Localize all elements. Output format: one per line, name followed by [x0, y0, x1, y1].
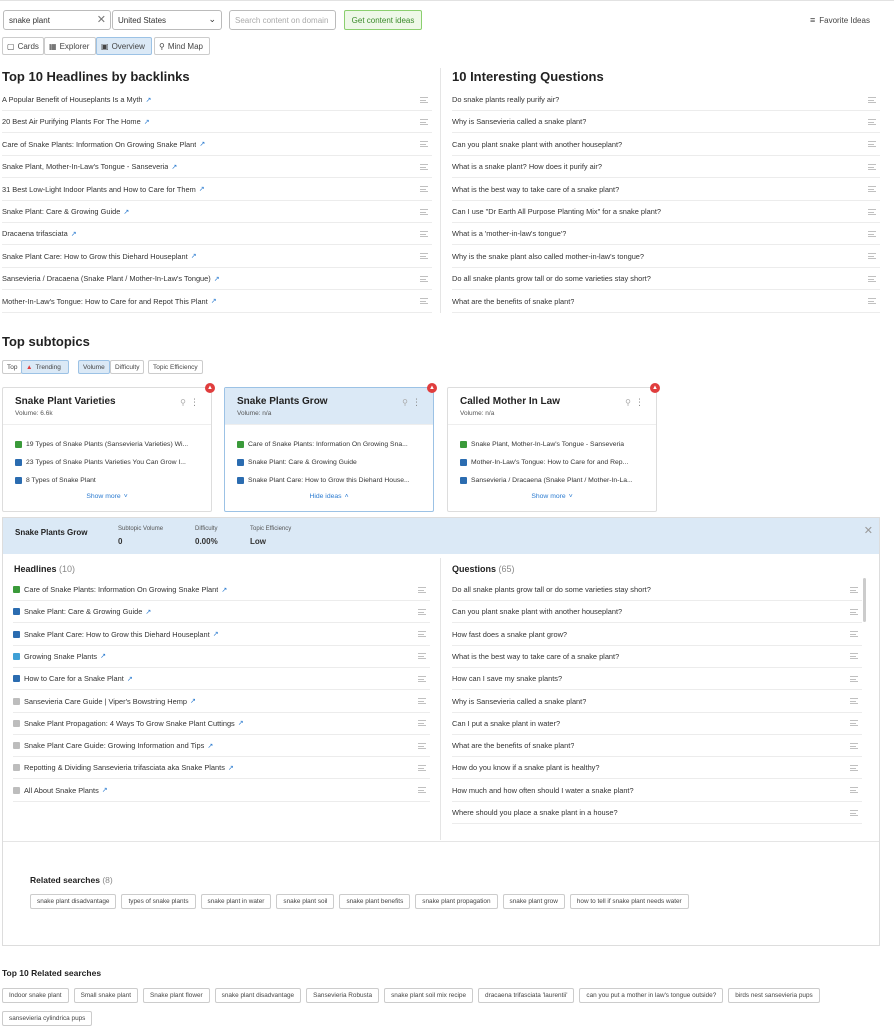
- subtopic-card[interactable]: [224, 387, 434, 512]
- detail-question-row-text: Where should you place a snake plant in a house?: [452, 808, 618, 817]
- more-options-icon[interactable]: ⋮: [190, 397, 199, 407]
- rank-icon: [460, 477, 467, 484]
- top-related-tag[interactable]: Indoor snake plant: [2, 988, 69, 1003]
- external-link-icon[interactable]: ↗: [145, 96, 152, 104]
- external-link-icon[interactable]: ↗: [199, 141, 206, 149]
- detail-headlines-heading: [14, 564, 75, 574]
- headline-row[interactable]: [2, 179, 432, 201]
- detail-question-row-text: How do you know if a snake plant is healthy?: [452, 763, 600, 773]
- top-related-tag[interactable]: snake plant soil mix recipe: [384, 988, 473, 1003]
- detail-headline-row-text: Snake Plant: Care & Growing Guide: [24, 607, 143, 617]
- add-to-list-icon[interactable]: [868, 253, 876, 259]
- question-row-text: Do all snake plants grow tall or do some varieties stay short?: [452, 274, 651, 284]
- related-search-tag[interactable]: snake plant soil: [276, 894, 334, 909]
- top-related-tag[interactable]: sansevieria cylindrica pups: [2, 1011, 92, 1026]
- search-icon[interactable]: ⚲: [402, 398, 408, 407]
- headline-row-text: 31 Best Low-Light Indoor Plants and How to Care for Them: [2, 184, 196, 194]
- add-to-list-icon[interactable]: [868, 186, 876, 192]
- detail-header: [3, 518, 879, 554]
- add-to-list-icon[interactable]: [418, 587, 426, 593]
- headline-row-text: Snake Plant, Mother-In-Law's Tongue - Sanseveria: [2, 162, 169, 172]
- add-to-list-icon[interactable]: [420, 119, 428, 125]
- external-link-icon[interactable]: ↗: [237, 720, 244, 728]
- detail-headlines-title: Headlines: [14, 564, 57, 574]
- related-count: (8): [102, 875, 113, 885]
- card-idea-text: Sansevieria / Dracaena (Snake Plant / Mother-In-La...: [471, 476, 633, 484]
- rank-icon: [237, 459, 244, 466]
- detail-name: Snake Plants Grow: [15, 528, 88, 537]
- question-row-text: Can I use "Dr Earth All Purpose Planting Mix" for a snake plant?: [452, 207, 662, 216]
- rank-icon: [13, 631, 20, 638]
- headline-row[interactable]: [2, 201, 432, 223]
- domain-placeholder: Search content on domain: [235, 15, 329, 25]
- detail-headline-row-text: All About Snake Plants: [24, 785, 99, 795]
- related-search-tag[interactable]: snake plant propagation: [415, 894, 497, 909]
- question-row[interactable]: [452, 268, 880, 290]
- detail-headline-row[interactable]: [13, 691, 430, 713]
- external-link-icon[interactable]: ↗: [198, 186, 205, 194]
- list-icon: ≡: [810, 15, 816, 25]
- external-link-icon[interactable]: ↗: [190, 698, 196, 705]
- detail-headline-row[interactable]: [13, 624, 430, 646]
- detail-questions-heading: [452, 564, 515, 574]
- rank-icon: [15, 477, 22, 484]
- add-to-list-icon[interactable]: [420, 231, 428, 237]
- add-to-list-icon[interactable]: [850, 676, 858, 682]
- headline-row-text: Sansevieria / Dracaena (Snake Plant / Mother-In-Law's Tongue): [2, 274, 211, 284]
- detail-question-row-text: How can I save my snake plants?: [452, 674, 563, 684]
- external-link-icon[interactable]: ↗: [143, 118, 150, 126]
- external-link-icon[interactable]: ↗: [145, 608, 152, 616]
- chevron-up-icon: ˄: [344, 493, 349, 500]
- card-idea-text: Care of Snake Plants: Information On Growing Sna...: [248, 440, 408, 448]
- detail-headline-row-text: Snake Plant Care: How to Grow this Diehard Houseplant: [24, 629, 210, 639]
- detail-headline-row[interactable]: [13, 735, 430, 757]
- card-idea-text: 8 Types of Snake Plant: [26, 476, 96, 484]
- cards-icon: ▢: [7, 41, 15, 51]
- detail-question-row-text: How much and how often should I water a snake plant?: [452, 785, 634, 795]
- top-related-tag[interactable]: Snake plant flower: [143, 988, 210, 1003]
- detail-question-row[interactable]: [452, 802, 862, 824]
- add-to-list-icon[interactable]: [850, 743, 858, 749]
- trending-badge-icon: ▲: [427, 383, 437, 393]
- detail-headline-row-text: How to Care for a Snake Plant: [24, 674, 124, 684]
- detail-question-row[interactable]: [452, 691, 862, 713]
- more-options-icon[interactable]: ⋮: [635, 397, 644, 407]
- question-row-text: What is a 'mother-in-law's tongue'?: [452, 229, 567, 239]
- filter-trending-label: Trending: [35, 363, 61, 371]
- question-row-text: What is the best way to take care of a snake plant?: [452, 184, 620, 194]
- external-link-icon[interactable]: ↗: [100, 653, 106, 661]
- card-items: [3, 435, 211, 489]
- headline-row-text: Mother-In-Law's Tongue: How to Care for and Repot This Plant: [2, 296, 208, 306]
- detail-headline-row-text: Sansevieria Care Guide | Viper's Bowstring Hemp: [24, 696, 187, 706]
- search-icon[interactable]: ⚲: [180, 398, 186, 407]
- detail-question-row-text: How fast does a snake plant grow?: [452, 629, 568, 639]
- clear-icon[interactable]: ✕: [96, 14, 106, 26]
- detail-questions-count: (65): [498, 564, 515, 574]
- add-to-list-icon[interactable]: [420, 276, 428, 282]
- card-idea-item[interactable]: [3, 453, 211, 471]
- external-link-icon[interactable]: ↗: [190, 253, 197, 261]
- subtopic-card[interactable]: [447, 387, 657, 512]
- domain-search-input[interactable]: [229, 10, 336, 30]
- question-row-text: What is a snake plant? How does it purify air?: [452, 162, 602, 172]
- external-link-icon[interactable]: ↗: [213, 275, 220, 283]
- detail-question-row[interactable]: [452, 646, 862, 668]
- sort-difficulty-button[interactable]: Difficulty: [110, 360, 144, 374]
- rank-icon: [13, 653, 20, 660]
- card-title[interactable]: Called Mother In Law: [460, 396, 561, 407]
- card-toggle-link[interactable]: [225, 493, 433, 500]
- chevron-down-icon: ˅: [568, 493, 573, 500]
- add-to-list-icon[interactable]: [868, 97, 876, 103]
- detail-divider: [440, 558, 441, 840]
- view-overview-label: Overview: [111, 41, 145, 51]
- search-value: snake plant: [9, 15, 50, 25]
- rank-icon: [15, 459, 22, 466]
- detail-question-row[interactable]: [452, 757, 862, 779]
- add-to-list-icon[interactable]: [418, 765, 426, 771]
- headlines-title: Top 10 Headlines by backlinks: [2, 69, 190, 84]
- view-cards-button[interactable]: [2, 37, 44, 55]
- add-to-list-icon[interactable]: [420, 209, 428, 215]
- detail-questions-title: Questions: [452, 564, 497, 574]
- rank-icon: [460, 459, 467, 466]
- detail-question-row-text: Can you plant snake plant with another houseplant?: [452, 607, 623, 617]
- mindmap-icon: ⚲: [159, 41, 165, 51]
- fire-icon: ▲: [26, 363, 33, 371]
- headline-row[interactable]: [2, 291, 432, 313]
- close-icon[interactable]: ✕: [863, 525, 873, 537]
- detail-efficiency-value: Low: [250, 537, 266, 546]
- detail-headline-row[interactable]: [13, 757, 430, 779]
- headline-row[interactable]: [2, 111, 432, 133]
- rank-icon: [13, 586, 20, 593]
- external-link-icon[interactable]: ↗: [123, 208, 130, 216]
- rank-icon: [13, 720, 20, 727]
- card-idea-item[interactable]: [225, 435, 433, 453]
- detail-headline-row-text: Repotting & Dividing Sansevieria trifasciata aka Snake Plants: [24, 763, 225, 773]
- detail-question-row[interactable]: [452, 668, 862, 690]
- related-search-tag[interactable]: snake plant benefits: [339, 894, 410, 909]
- detail-question-row-text: What is the best way to take care of a snake plant?: [452, 651, 620, 661]
- country-value: United States: [118, 15, 167, 25]
- detail-headline-row[interactable]: [13, 646, 430, 668]
- question-row[interactable]: [452, 179, 880, 201]
- question-row-text: Why is the snake plant also called mother-in-law's tongue?: [452, 251, 645, 261]
- detail-efficiency-label: Topic Efficiency: [250, 526, 292, 532]
- filter-top-button[interactable]: Top: [2, 360, 22, 374]
- chevron-down-icon: ⌄: [208, 14, 216, 24]
- add-to-list-icon[interactable]: [850, 631, 858, 637]
- question-row[interactable]: [452, 89, 880, 111]
- add-to-list-icon[interactable]: [868, 276, 876, 282]
- headline-row[interactable]: [2, 268, 432, 290]
- top-related-tag[interactable]: can you put a mother in law's tongue outside?: [579, 988, 723, 1003]
- detail-question-row-text: Can I put a snake plant in water?: [452, 718, 561, 728]
- question-row[interactable]: [452, 291, 880, 313]
- subtopic-card[interactable]: [2, 387, 212, 512]
- related-tags: [30, 890, 790, 913]
- add-to-list-icon[interactable]: [420, 164, 428, 170]
- add-to-list-icon[interactable]: [418, 631, 426, 637]
- add-to-list-icon[interactable]: [868, 209, 876, 215]
- external-link-icon[interactable]: ↗: [212, 631, 219, 639]
- card-toggle-label: Show more: [86, 493, 121, 500]
- question-row[interactable]: [452, 201, 880, 223]
- card-items: [225, 435, 433, 489]
- trending-badge-icon: ▲: [650, 383, 660, 393]
- sort-volume-button[interactable]: Volume: [78, 360, 110, 374]
- question-row[interactable]: [452, 246, 880, 268]
- trending-badge-icon: ▲: [205, 383, 215, 393]
- overview-icon: ▣: [101, 41, 109, 51]
- card-idea-item[interactable]: [448, 453, 656, 471]
- detail-question-row[interactable]: [452, 601, 862, 623]
- related-search-tag[interactable]: snake plant disadvantage: [30, 894, 116, 909]
- detail-question-row-text: Why is Sansevieria called a snake plant?: [452, 696, 587, 706]
- related-title: Related searches: [30, 875, 100, 885]
- add-to-list-icon[interactable]: [418, 743, 426, 749]
- external-link-icon[interactable]: ↗: [101, 787, 108, 795]
- favorite-ideas-label: Favorite Ideas: [819, 15, 870, 25]
- top-related-tag[interactable]: Small snake plant: [74, 988, 138, 1003]
- table-icon: ▦: [49, 41, 57, 51]
- detail-headline-row[interactable]: [13, 780, 430, 802]
- add-to-list-icon[interactable]: [418, 653, 426, 659]
- headline-row-text: Dracaena trifasciata: [2, 229, 68, 239]
- detail-volume-label: Subtopic Volume: [118, 526, 164, 532]
- card-volume: Volume: n/a: [237, 410, 272, 417]
- top-related-tag[interactable]: dracaena trifasciata 'laurentii': [478, 988, 574, 1003]
- add-to-list-icon[interactable]: [850, 609, 858, 615]
- detail-headlines-count: (10): [59, 564, 76, 574]
- related-search-tag[interactable]: types of snake plants: [121, 894, 195, 909]
- related-search-tag[interactable]: snake plant grow: [503, 894, 565, 909]
- related-search-tag[interactable]: snake plant in water: [201, 894, 272, 909]
- detail-difficulty-value: 0.00%: [195, 537, 218, 546]
- add-to-list-icon[interactable]: [868, 141, 876, 147]
- questions-scrollbar[interactable]: [863, 578, 866, 622]
- external-link-icon[interactable]: ↗: [207, 742, 214, 750]
- add-to-list-icon[interactable]: [868, 119, 876, 125]
- card-idea-text: Snake Plant, Mother-In-Law's Tongue - Sanseveria: [471, 440, 625, 448]
- detail-difficulty-label: Difficulty: [195, 526, 218, 532]
- detail-headline-row[interactable]: [13, 601, 430, 623]
- top-related-tag[interactable]: Sansevieria Robusta: [306, 988, 379, 1003]
- rank-icon: [13, 742, 20, 749]
- card-idea-text: 19 Types of Snake Plants (Sansevieria Varieties) Wi...: [26, 440, 189, 448]
- sort-efficiency-button[interactable]: Topic Efficiency: [148, 360, 203, 374]
- external-link-icon[interactable]: ↗: [126, 675, 133, 683]
- top-related-tag[interactable]: birds nest sansevieria pups: [728, 988, 819, 1003]
- add-to-list-icon[interactable]: [850, 720, 858, 726]
- question-row[interactable]: [452, 223, 880, 245]
- view-overview-button[interactable]: [96, 37, 152, 55]
- detail-bottom-divider: [3, 841, 879, 842]
- question-row[interactable]: [452, 111, 880, 133]
- add-to-list-icon[interactable]: [418, 609, 426, 615]
- detail-headline-row-text: Care of Snake Plants: Information On Growing Snake Plant: [24, 585, 219, 594]
- card-header: [448, 388, 656, 425]
- card-volume: Volume: n/a: [460, 410, 495, 417]
- subtopics-title: Top subtopics: [2, 334, 90, 349]
- headline-row[interactable]: [2, 223, 432, 245]
- detail-volume-value: 0: [118, 537, 123, 546]
- question-row[interactable]: [452, 156, 880, 178]
- card-toggle-label: Show more: [531, 493, 566, 500]
- add-to-list-icon[interactable]: [850, 787, 858, 793]
- question-row[interactable]: [452, 134, 880, 156]
- related-search-tag[interactable]: how to tell if snake plant needs water: [570, 894, 689, 909]
- external-link-icon[interactable]: ↗: [221, 586, 228, 594]
- rank-icon: [237, 441, 244, 448]
- rank-icon: [13, 675, 20, 682]
- add-to-list-icon[interactable]: [420, 97, 428, 103]
- add-to-list-icon[interactable]: [420, 186, 428, 192]
- detail-headline-row-text: Snake Plant Propagation: 4 Ways To Grow Snake Plant Cuttings: [24, 718, 235, 728]
- question-row-text: Can you plant snake plant with another houseplant?: [452, 139, 623, 149]
- card-toggle-link[interactable]: [3, 493, 211, 500]
- card-title[interactable]: Snake Plant Varieties: [15, 396, 116, 407]
- filter-trending-button[interactable]: [21, 360, 69, 374]
- headline-row-text: A Popular Benefit of Houseplants Is a Myth: [2, 95, 143, 104]
- headline-row[interactable]: [2, 89, 432, 111]
- top-related-title: Top 10 Related searches: [2, 968, 102, 978]
- more-options-icon[interactable]: ⋮: [412, 397, 421, 407]
- card-header: [225, 388, 433, 425]
- add-to-list-icon[interactable]: [418, 698, 426, 704]
- add-to-list-icon[interactable]: [420, 253, 428, 259]
- card-idea-item[interactable]: [225, 453, 433, 471]
- card-items: [448, 435, 656, 489]
- question-row-text: Why is Sansevieria called a snake plant?: [452, 117, 587, 127]
- chevron-down-icon: ˅: [123, 493, 128, 500]
- questions-title: 10 Interesting Questions: [452, 69, 604, 84]
- external-link-icon[interactable]: ↗: [210, 298, 217, 306]
- add-to-list-icon[interactable]: [850, 765, 858, 771]
- detail-headline-row-text: Growing Snake Plants: [24, 651, 98, 661]
- detail-question-row[interactable]: [452, 713, 862, 735]
- detail-question-row[interactable]: [452, 735, 862, 757]
- add-to-list-icon[interactable]: [868, 231, 876, 237]
- headline-row-text: Snake Plant Care: How to Grow this Diehard Houseplant: [2, 251, 188, 261]
- card-idea-text: Snake Plant: Care & Growing Guide: [248, 458, 357, 466]
- card-header: [3, 388, 211, 425]
- card-toggle-link[interactable]: [448, 493, 656, 500]
- question-row-text: Do snake plants really purify air?: [452, 95, 560, 104]
- card-idea-text: Snake Plant Care: How to Grow this Diehard House...: [248, 476, 410, 484]
- external-link-icon[interactable]: ↗: [70, 230, 77, 238]
- top-related-tags: [2, 984, 882, 1030]
- card-idea-item[interactable]: [225, 471, 433, 489]
- view-explorer-label: Explorer: [59, 41, 90, 51]
- add-to-list-icon[interactable]: [868, 164, 876, 170]
- rank-icon: [13, 608, 20, 615]
- add-to-list-icon[interactable]: [850, 653, 858, 659]
- country-select[interactable]: [112, 10, 222, 30]
- question-row-text: What are the benefits of snake plant?: [452, 296, 575, 306]
- card-idea-item[interactable]: [448, 435, 656, 453]
- rank-icon: [15, 441, 22, 448]
- card-toggle-label: Hide ideas: [309, 493, 342, 500]
- detail-headline-row-text: Snake Plant Care Guide: Growing Information and Tips: [24, 741, 205, 751]
- view-mindmap-label: Mind Map: [167, 41, 203, 51]
- headline-row[interactable]: [2, 246, 432, 268]
- get-content-ideas-button[interactable]: Get content ideas: [344, 10, 422, 30]
- headline-row[interactable]: [2, 134, 432, 156]
- detail-question-row[interactable]: [452, 780, 862, 802]
- headline-row-text: Care of Snake Plants: Information On Growing Snake Plant: [2, 139, 197, 149]
- add-to-list-icon[interactable]: [420, 298, 428, 304]
- view-cards-label: Cards: [17, 41, 39, 51]
- view-explorer-button[interactable]: [44, 37, 96, 55]
- add-to-list-icon[interactable]: [868, 298, 876, 304]
- detail-question-row[interactable]: [452, 624, 862, 646]
- related-heading: [30, 875, 113, 885]
- headline-row-text: Snake Plant: Care & Growing Guide: [2, 207, 121, 216]
- card-idea-text: Mother-In-Law's Tongue: How to Care for and Rep...: [471, 458, 629, 466]
- card-idea-text: 23 Types of Snake Plants Varieties You Can Grow I...: [26, 458, 186, 466]
- detail-question-row-text: What are the benefits of snake plant?: [452, 741, 575, 751]
- rank-icon: [460, 441, 467, 448]
- headline-row[interactable]: [2, 156, 432, 178]
- add-to-list-icon[interactable]: [420, 141, 428, 147]
- add-to-list-icon[interactable]: [418, 676, 426, 682]
- card-idea-item[interactable]: [3, 471, 211, 489]
- add-to-list-icon[interactable]: [418, 787, 426, 793]
- external-link-icon[interactable]: ↗: [171, 163, 178, 171]
- card-volume: Volume: 6.6k: [15, 410, 53, 417]
- detail-headline-row[interactable]: [13, 668, 430, 690]
- add-to-list-icon[interactable]: [418, 720, 426, 726]
- rank-icon: [13, 698, 20, 705]
- detail-question-row-text: Do all snake plants grow tall or do some varieties stay short?: [452, 585, 651, 594]
- card-idea-item[interactable]: [3, 435, 211, 453]
- rank-icon: [13, 764, 20, 771]
- rank-icon: [237, 477, 244, 484]
- detail-headline-row[interactable]: [13, 579, 430, 601]
- search-icon[interactable]: ⚲: [625, 398, 631, 407]
- add-to-list-icon[interactable]: [850, 587, 858, 593]
- add-to-list-icon[interactable]: [850, 810, 858, 816]
- view-mindmap-button[interactable]: [154, 37, 210, 55]
- top-related-tag[interactable]: snake plant disadvantage: [215, 988, 301, 1003]
- detail-headline-row[interactable]: [13, 713, 430, 735]
- card-title[interactable]: Snake Plants Grow: [237, 396, 328, 407]
- add-to-list-icon[interactable]: [850, 698, 858, 704]
- favorite-ideas-link[interactable]: [810, 15, 870, 25]
- column-divider: [440, 68, 441, 313]
- external-link-icon[interactable]: ↗: [227, 764, 234, 772]
- headline-row-text: 20 Best Air Purifying Plants For The Home: [2, 117, 141, 127]
- detail-question-row[interactable]: [452, 579, 862, 601]
- rank-icon: [13, 787, 20, 794]
- card-idea-item[interactable]: [448, 471, 656, 489]
- search-input[interactable]: [3, 10, 111, 30]
